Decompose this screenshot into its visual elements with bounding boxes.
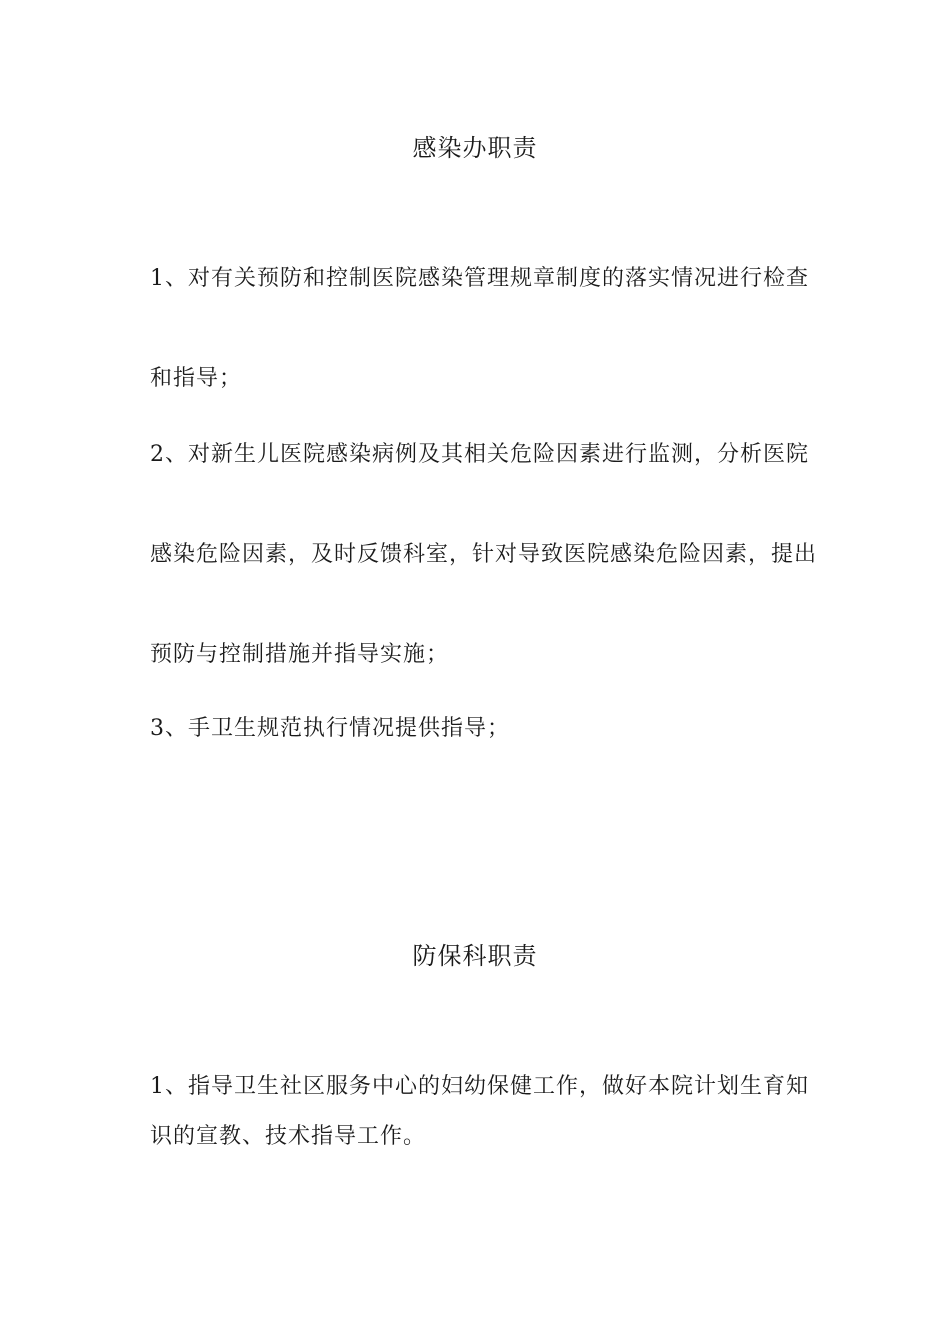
- paragraph-line: 识的宣教、技术指导工作。: [150, 1124, 427, 1149]
- paragraph-line: 1、指导卫生社区服务中心的妇幼保健工作，做好本院计划生育知: [150, 1074, 809, 1099]
- paragraph-line: 1、对有关预防和控制医院感染管理规章制度的落实情况进行检查: [150, 266, 809, 291]
- section-title-infection-office: 感染办职责: [412, 134, 538, 162]
- paragraph-line: 3、手卫生规范执行情况提供指导；: [150, 716, 510, 741]
- section-title-prevention-dept: 防保科职责: [412, 942, 538, 970]
- paragraph-line: 和指导；: [150, 366, 243, 391]
- paragraph-line: 感染危险因素，及时反馈科室，针对导致医院感染危险因素，提出: [150, 542, 818, 567]
- paragraph-line: 预防与控制措施并指导实施；: [150, 642, 450, 667]
- paragraph-line: 2、对新生儿医院感染病例及其相关危险因素进行监测，分析医院: [150, 442, 809, 467]
